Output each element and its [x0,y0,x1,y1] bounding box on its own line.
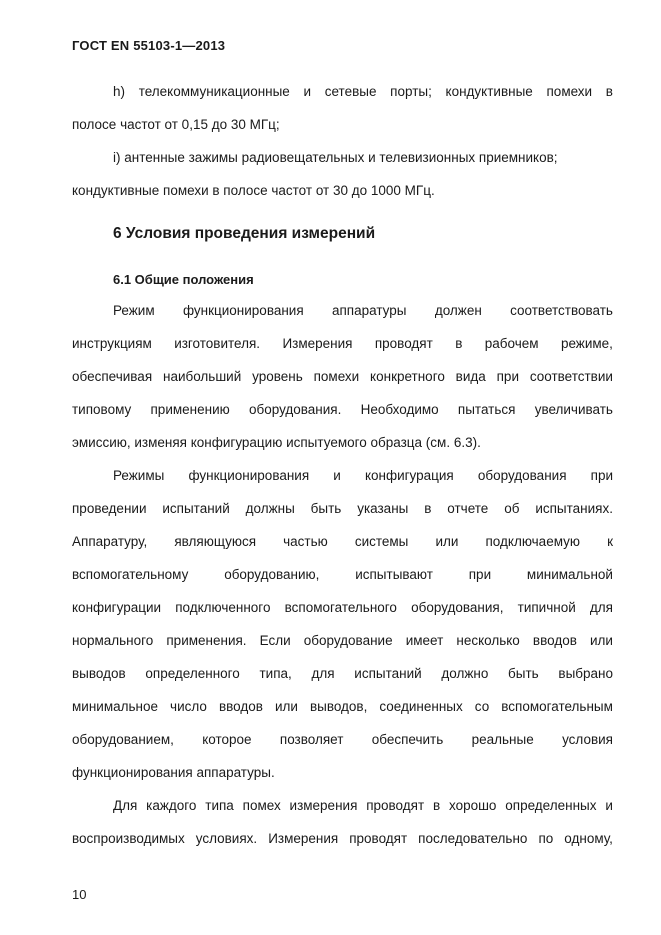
word: вводов [532,633,577,648]
word: Необходимо [360,402,439,417]
para1-line4 [72,402,613,418]
word: реальные [471,732,534,747]
word: которое [202,732,252,747]
para2-line1 [113,468,613,484]
word: оборудование [303,633,393,648]
word: телекоммуникационные [138,84,290,99]
word: обеспечить [371,732,444,747]
para2-line10: функционирования аппаратуры. [72,765,275,780]
word: определенных [505,798,597,813]
para1-line3 [72,369,613,385]
word: Аппаратуру, [72,534,148,549]
word: условиях. [195,831,258,846]
word: уровень [252,369,303,384]
word: оборудованию, [224,567,320,582]
word: позволяет [279,732,344,747]
word: или [274,699,298,714]
word: порты; [390,84,432,99]
word: применения. [166,633,247,648]
word: вводов [218,699,263,714]
word: кондуктивные [445,84,533,99]
para3-line2 [72,831,613,847]
word: выводов, [309,699,368,714]
word: являющуюся [174,534,257,549]
word: помехи [313,369,360,384]
word: типичной [517,600,576,615]
word: проводят [374,336,433,351]
word: проводят [366,798,425,813]
para1-line2 [72,336,613,352]
list-item-i-line1: i) антенные зажимы радиовещательных и телевизионных приемников; [113,150,558,165]
word: при [590,468,613,483]
word: указаны [357,501,409,516]
word: выбрано [558,666,613,681]
word: воспроизводимых [72,831,185,846]
word: или [589,633,613,648]
para3-line1 [113,798,613,814]
para2-line2 [72,501,613,517]
word: число [170,699,207,714]
word: изготовителя. [174,336,261,351]
word: минимальной [526,567,613,582]
word: быть [508,666,539,681]
word: функционирования [188,468,310,483]
word: в [455,336,463,351]
para2-line4 [72,567,613,583]
word: функционирования [182,303,304,318]
word: в [605,84,613,99]
word: несколько [456,633,520,648]
word: хорошо [448,798,497,813]
word: имеет [405,633,444,648]
word: быть [310,501,342,516]
list-item-i-line2: кондуктивные помехи в полосе частот от 30 до 1000 МГц. [72,183,435,198]
word: отчете [447,501,489,516]
word: к [607,534,613,549]
word: оборудования [477,468,567,483]
page-number: 10 [72,887,87,902]
subsection-heading: 6.1 Общие положения [113,272,254,287]
word: помех [242,798,281,813]
word: проведении [72,501,147,516]
word: вспомогательного [284,600,397,615]
word: оборудованием, [72,732,174,747]
word: Измерения [268,831,339,846]
word: должны [245,501,295,516]
word: или [435,534,459,549]
word: оборудования, [411,600,504,615]
word: и [605,798,613,813]
para1-line1 [113,303,613,319]
word: и [303,84,312,99]
word: проводят [349,831,408,846]
word: инструкциям [72,336,152,351]
word: в [424,501,432,516]
word: конкретного [370,369,445,384]
word: режиме, [560,336,613,351]
word: частью [283,534,328,549]
word: нормального [72,633,154,648]
word: наибольший [162,369,242,384]
word: для [589,600,613,615]
word: со [474,699,490,714]
para2-line8 [72,699,613,715]
para1-line5: эмиссию, изменяя конфигурацию испытуемого образца (см. 6.3). [72,435,481,450]
list-item-h-line1 [113,84,613,100]
word: Режимы [113,468,165,483]
word: пытаться [457,402,516,417]
word: Для [113,798,138,813]
word: конфигурации [72,600,162,615]
word: об [504,501,520,516]
word: подключенного [175,600,271,615]
word: h) [113,84,126,99]
word: измерения [289,798,358,813]
word: типа [205,798,234,813]
word: типа, [259,666,292,681]
word: вспомогательным [501,699,613,714]
word: выводов [72,666,126,681]
word: определенного [145,666,240,681]
word: при [496,369,519,384]
word: соответствовать [510,303,613,318]
word: вспомогательному [72,567,189,582]
word: и [333,468,341,483]
word: обеспечивая [72,369,153,384]
word: в [432,798,441,813]
word: вида [455,369,486,384]
word: аппаратуры [331,303,407,318]
word: сетевые [324,84,377,99]
section-heading: 6 Условия проведения измерений [113,225,376,242]
word: типовому [72,402,132,417]
list-item-h-line2: полосе частот от 0,15 до 30 МГц; [72,117,280,132]
word: применению [150,402,230,417]
word: испытаний [354,666,422,681]
word: соединенных [379,699,463,714]
word: испытаниях. [535,501,613,516]
word: испытаний [162,501,230,516]
word: помехи [546,84,593,99]
para2-line9 [72,732,613,748]
word: системы [354,534,409,549]
para2-line7 [72,666,613,682]
word: должно [441,666,489,681]
word: конфигурация [364,468,454,483]
word: оборудования. [248,402,342,417]
word: последовательно [418,831,528,846]
word: минимальное [72,699,158,714]
word: подключаемую [485,534,581,549]
word: испытывают [355,567,433,582]
word: по [538,831,554,846]
word: для [311,666,335,681]
word: Режим [113,303,155,318]
para2-line5 [72,600,613,616]
word: Измерения [282,336,353,351]
word: при [468,567,492,582]
word: Если [259,633,291,648]
word: одному, [564,831,613,846]
word: должен [434,303,482,318]
word: увеличивать [534,402,613,417]
word: условия [562,732,613,747]
para2-line3 [72,534,613,550]
document-header: ГОСТ EN 55103-1—2013 [72,38,226,53]
word: каждого [146,798,197,813]
para2-line6 [72,633,613,649]
word: рабочем [484,336,539,351]
word: соответствии [529,369,613,384]
